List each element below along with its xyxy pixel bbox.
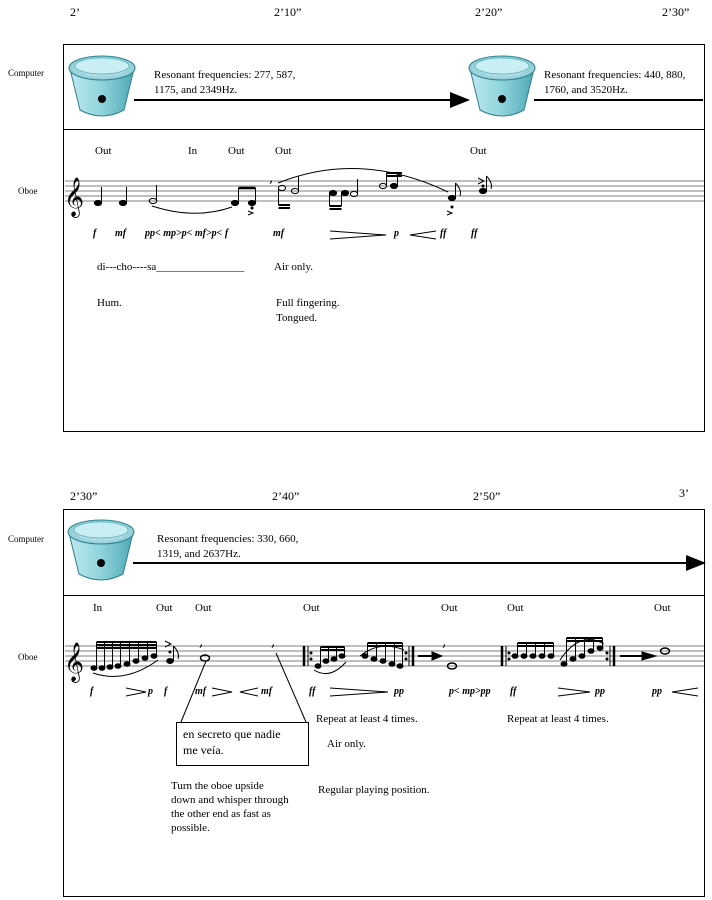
time-marker: 2’50” [473, 489, 501, 503]
dynamic-marking: p< mp>pp [449, 686, 491, 697]
resonance-text: Resonant frequencies: 277, 587, [154, 69, 296, 81]
resonance-text: Resonant frequencies: 440, 880, [544, 69, 686, 81]
dynamic-marking: p [394, 228, 399, 239]
callout-line: me veía. [183, 743, 224, 757]
dynamic-marking: f [90, 686, 94, 697]
time-marker: 2’10” [274, 5, 302, 19]
breath-marker: Out [303, 602, 320, 614]
computer-label: Computer [8, 68, 44, 78]
instruction-text: possible. [171, 822, 210, 834]
breath-marker: Out [507, 602, 524, 614]
resonance-text: 1175, and 2349Hz. [154, 84, 238, 96]
hairpins-system-1 [330, 231, 436, 239]
dynamic-marking: f [93, 228, 97, 239]
instruction-text: Air only. [274, 261, 314, 273]
instruction-text: down and whisper through [171, 794, 289, 806]
instruction-text: Repeat at least 4 times. [316, 713, 418, 725]
dynamic-marking: p [148, 686, 153, 697]
breath-marker: Out [228, 145, 245, 157]
instruction-text: the other end as fast as [171, 808, 271, 820]
time-marker: 3’ [679, 486, 689, 500]
instruction-text: Repeat at least 4 times. [507, 713, 609, 725]
svg-text:,: , [199, 634, 204, 650]
breath-marker: Out [441, 602, 458, 614]
computer-label: Computer [8, 534, 44, 544]
breath-marker: Out [470, 145, 487, 157]
instruction-text: Air only. [327, 738, 367, 750]
breath-marker: In [93, 602, 103, 614]
time-marker: 2’30” [662, 5, 690, 19]
instruction-text: Hum. [97, 297, 122, 309]
breath-marker: In [188, 145, 198, 157]
notes-system-1 [94, 168, 491, 215]
dynamic-marking: f [164, 686, 168, 697]
resonance-text: Resonant frequencies: 330, 660, [157, 533, 299, 545]
dynamic-marking: ff [309, 686, 316, 697]
dynamic-marking: pp< mp>p< mf>p< f [145, 228, 229, 239]
treble-clef-icon: 𝄞 [64, 177, 85, 217]
oboe-label: Oboe [18, 652, 38, 662]
breath-marker: Out [654, 602, 671, 614]
dynamic-marking: ff [471, 228, 478, 239]
singing-bowl-icon [68, 520, 134, 580]
svg-text:,: , [271, 634, 276, 650]
instruction-text: Full fingering. [276, 297, 340, 309]
time-marker: 2’ [70, 5, 80, 19]
dynamic-marking: pp [394, 686, 404, 697]
dynamic-marking: pp [595, 686, 605, 697]
time-marker: 2’40” [272, 489, 300, 503]
oboe-label: Oboe [18, 186, 38, 196]
time-marker: 2’30” [70, 489, 98, 503]
breath-marker: Out [95, 145, 112, 157]
breath-marker: Out [156, 602, 173, 614]
svg-text:,: , [269, 170, 274, 186]
time-marker: 2’20” [475, 5, 503, 19]
lyric-text: di---cho----sa________________ [97, 261, 245, 273]
dynamic-marking: mf [273, 228, 285, 239]
resonance-text: 1760, and 3520Hz. [544, 84, 628, 96]
dynamic-marking: ff [440, 228, 447, 239]
instruction-text: Tongued. [276, 312, 318, 324]
breath-marker: Out [275, 145, 292, 157]
dynamic-marking: ff [510, 686, 517, 697]
singing-bowl-icon [69, 56, 135, 116]
dynamic-marking: pp [652, 686, 662, 697]
breath-marker: Out [195, 602, 212, 614]
hairpins-system-2 [126, 688, 698, 696]
singing-bowl-icon [469, 56, 535, 116]
svg-text:,: , [442, 634, 447, 650]
callout-line: en secreto que nadie [183, 727, 281, 741]
dynamic-marking: mf [115, 228, 127, 239]
dynamic-marking: mf [261, 686, 273, 697]
notes-system-2 [91, 634, 670, 722]
dynamic-marking: mf [195, 686, 207, 697]
resonance-text: 1319, and 2637Hz. [157, 548, 241, 560]
instruction-text: Regular playing position. [318, 784, 430, 796]
treble-clef-icon: 𝄞 [64, 642, 85, 682]
instruction-text: Turn the oboe upside [171, 780, 264, 792]
